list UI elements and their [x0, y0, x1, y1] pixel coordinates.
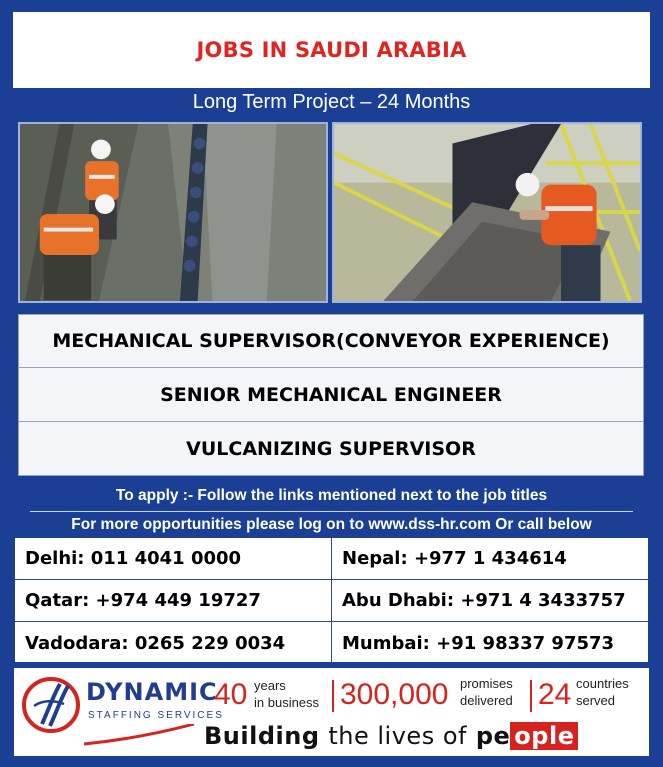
brand-subtitle: STAFFING SERVICES — [88, 710, 224, 721]
page-title: JOBS IN SAUDI ARABIA — [196, 38, 467, 62]
brand-name: DYNAMIC — [86, 678, 218, 706]
stat-separator — [530, 680, 532, 712]
brand-swoosh — [84, 724, 194, 746]
stat-countries-bottom: served — [576, 693, 616, 708]
contact-vadodara: Vadodara: 0265 229 0034 — [15, 622, 332, 664]
contact-delhi: Delhi: 011 4041 0000 — [15, 538, 332, 580]
divider — [30, 511, 633, 512]
tagline — [204, 722, 578, 750]
job-mechanical-supervisor[interactable]: MECHANICAL SUPERVISOR(CONVEYOR EXPERIENCE) — [18, 314, 644, 368]
contact-qatar: Qatar: +974 449 19727 — [15, 580, 332, 622]
job-senior-mechanical-engineer[interactable]: SENIOR MECHANICAL ENGINEER — [18, 368, 644, 422]
contact-nepal: Nepal: +977 1 434614 — [332, 538, 650, 580]
tagline-middle: the lives of — [328, 722, 467, 750]
title-box — [13, 12, 650, 88]
dynamic-logo-icon — [20, 676, 82, 734]
photo-vulcanizing-worker — [332, 122, 642, 303]
tagline-building: Building — [204, 722, 320, 750]
stat-countries-number: 24 — [538, 678, 572, 711]
stat-years-number: 40 — [214, 678, 248, 711]
more-opportunities: For more opportunities please log on to www.dss-hr.com Or call below — [71, 516, 592, 533]
stat-promises-bottom: delivered — [460, 693, 513, 708]
project-duration: Long Term Project – 24 Months — [192, 91, 471, 113]
contact-mumbai: Mumbai: +91 98337 97573 — [342, 632, 615, 654]
footer-banner — [14, 668, 649, 756]
stat-countries-top: countries — [576, 676, 629, 691]
tagline-pe: pe — [475, 722, 511, 750]
tagline-highlight: ople — [510, 722, 578, 750]
contact-abu-dhabi: Abu Dhabi: +971 4 3433757 — [332, 580, 650, 622]
apply-instructions: To apply :- Follow the links mentioned next to the job titles — [115, 487, 548, 504]
stat-separator — [332, 680, 334, 712]
photo-conveyor-workers — [18, 122, 328, 303]
stat-promises-number: 300,000 — [340, 678, 449, 711]
contacts-table — [14, 537, 649, 663]
stat-promises-top: promises — [460, 676, 513, 691]
stat-years-bottom: in business — [254, 695, 320, 710]
job-vulcanizing-supervisor[interactable]: VULCANIZING SUPERVISOR — [18, 422, 644, 476]
job-list — [18, 314, 644, 476]
stat-years-top: years — [254, 678, 286, 693]
